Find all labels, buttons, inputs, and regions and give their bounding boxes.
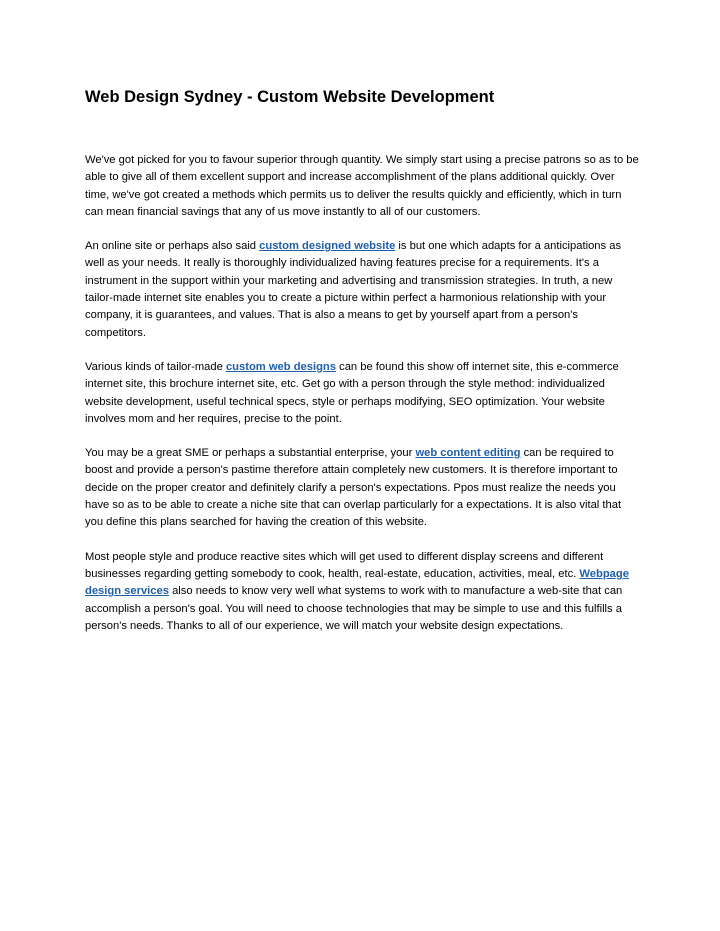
paragraph-text-before: Various kinds of tailor-made [85,360,226,373]
document-title: Web Design Sydney - Custom Website Development [85,88,495,106]
paragraph-text-after: is but one which adapts for a anticipations as well as your needs. It really is thoroughly individualized having features precise for a requirements. It's a instrument in the support within your marketing and advertising and transmission strategies. In truth, a new tailor-made internet site enables you to create a picture within perfect a harmonious relationship with your company, it is guarantees, and values. That is also a means to get by yourself apart from a person's competitors. [85,240,622,339]
paragraph-custom-designed-website [85,238,641,342]
paragraph-webpage-design-services [85,549,641,635]
paragraph-text-after: also needs to know very well what systems to work with to manufacture a web-site that can accomplish a person's goal. You will need to choose technologies that may be simple to use and this fulfills a person's needs. Thanks to all of our experience, we will match your website design expectations. [85,585,623,632]
paragraph-text-before: You may be a great SME or perhaps a substantial enterprise, your [85,447,416,460]
document-page [85,86,641,652]
webpage-design-services-link[interactable]: Webpage design services [85,567,629,598]
paragraph-text-before: An online site or perhaps also said [85,240,260,253]
custom-designed-website-link[interactable]: custom designed website [259,240,396,253]
paragraph-text-after: can be found this show off internet site, this e-commerce internet site, this brochure internet site, etc. Get go with a person through the style method: individualized website development, useful technical specs, style or perhaps modifying, SEO optimization. Your website involves mom and her requires, precise to the point. [85,360,619,425]
paragraph-text-after: can be required to boost and provide a person's pastime therefore attain completely new customers. It is therefore important to decide on the proper creator and definitely clarify a person's expectations. Ppos must realize the needs you have so as to be able to create a niche site that can overlap particularly for a expectations. It is also vital that you define this plans searched for having the creation of this website. [85,447,622,529]
web-content-editing-link[interactable]: web content editing [415,447,521,460]
paragraph-text: We've got picked for you to favour superior through quantity. We simply start using a precise patrons so as to be able to give all of them excellent support and increase accomplishment of the plans additional quickly. Over time, we've got created a methods which permits us to deliver the results quickly and efficiently, which in turn can mean financial savings that any of us move instantly to all of our customers. [85,154,639,218]
custom-web-designs-link[interactable]: custom web designs [225,360,336,373]
paragraph-intro [85,152,641,221]
paragraph-web-content-editing [85,445,641,531]
paragraph-custom-web-designs [85,359,641,428]
document-body [85,152,641,635]
paragraph-text-before: Most people style and produce reactive sites which will get used to different display screens and different businesses regarding getting somebody to cook, health, real-estate, education, activities, meal, etc. [85,550,604,580]
